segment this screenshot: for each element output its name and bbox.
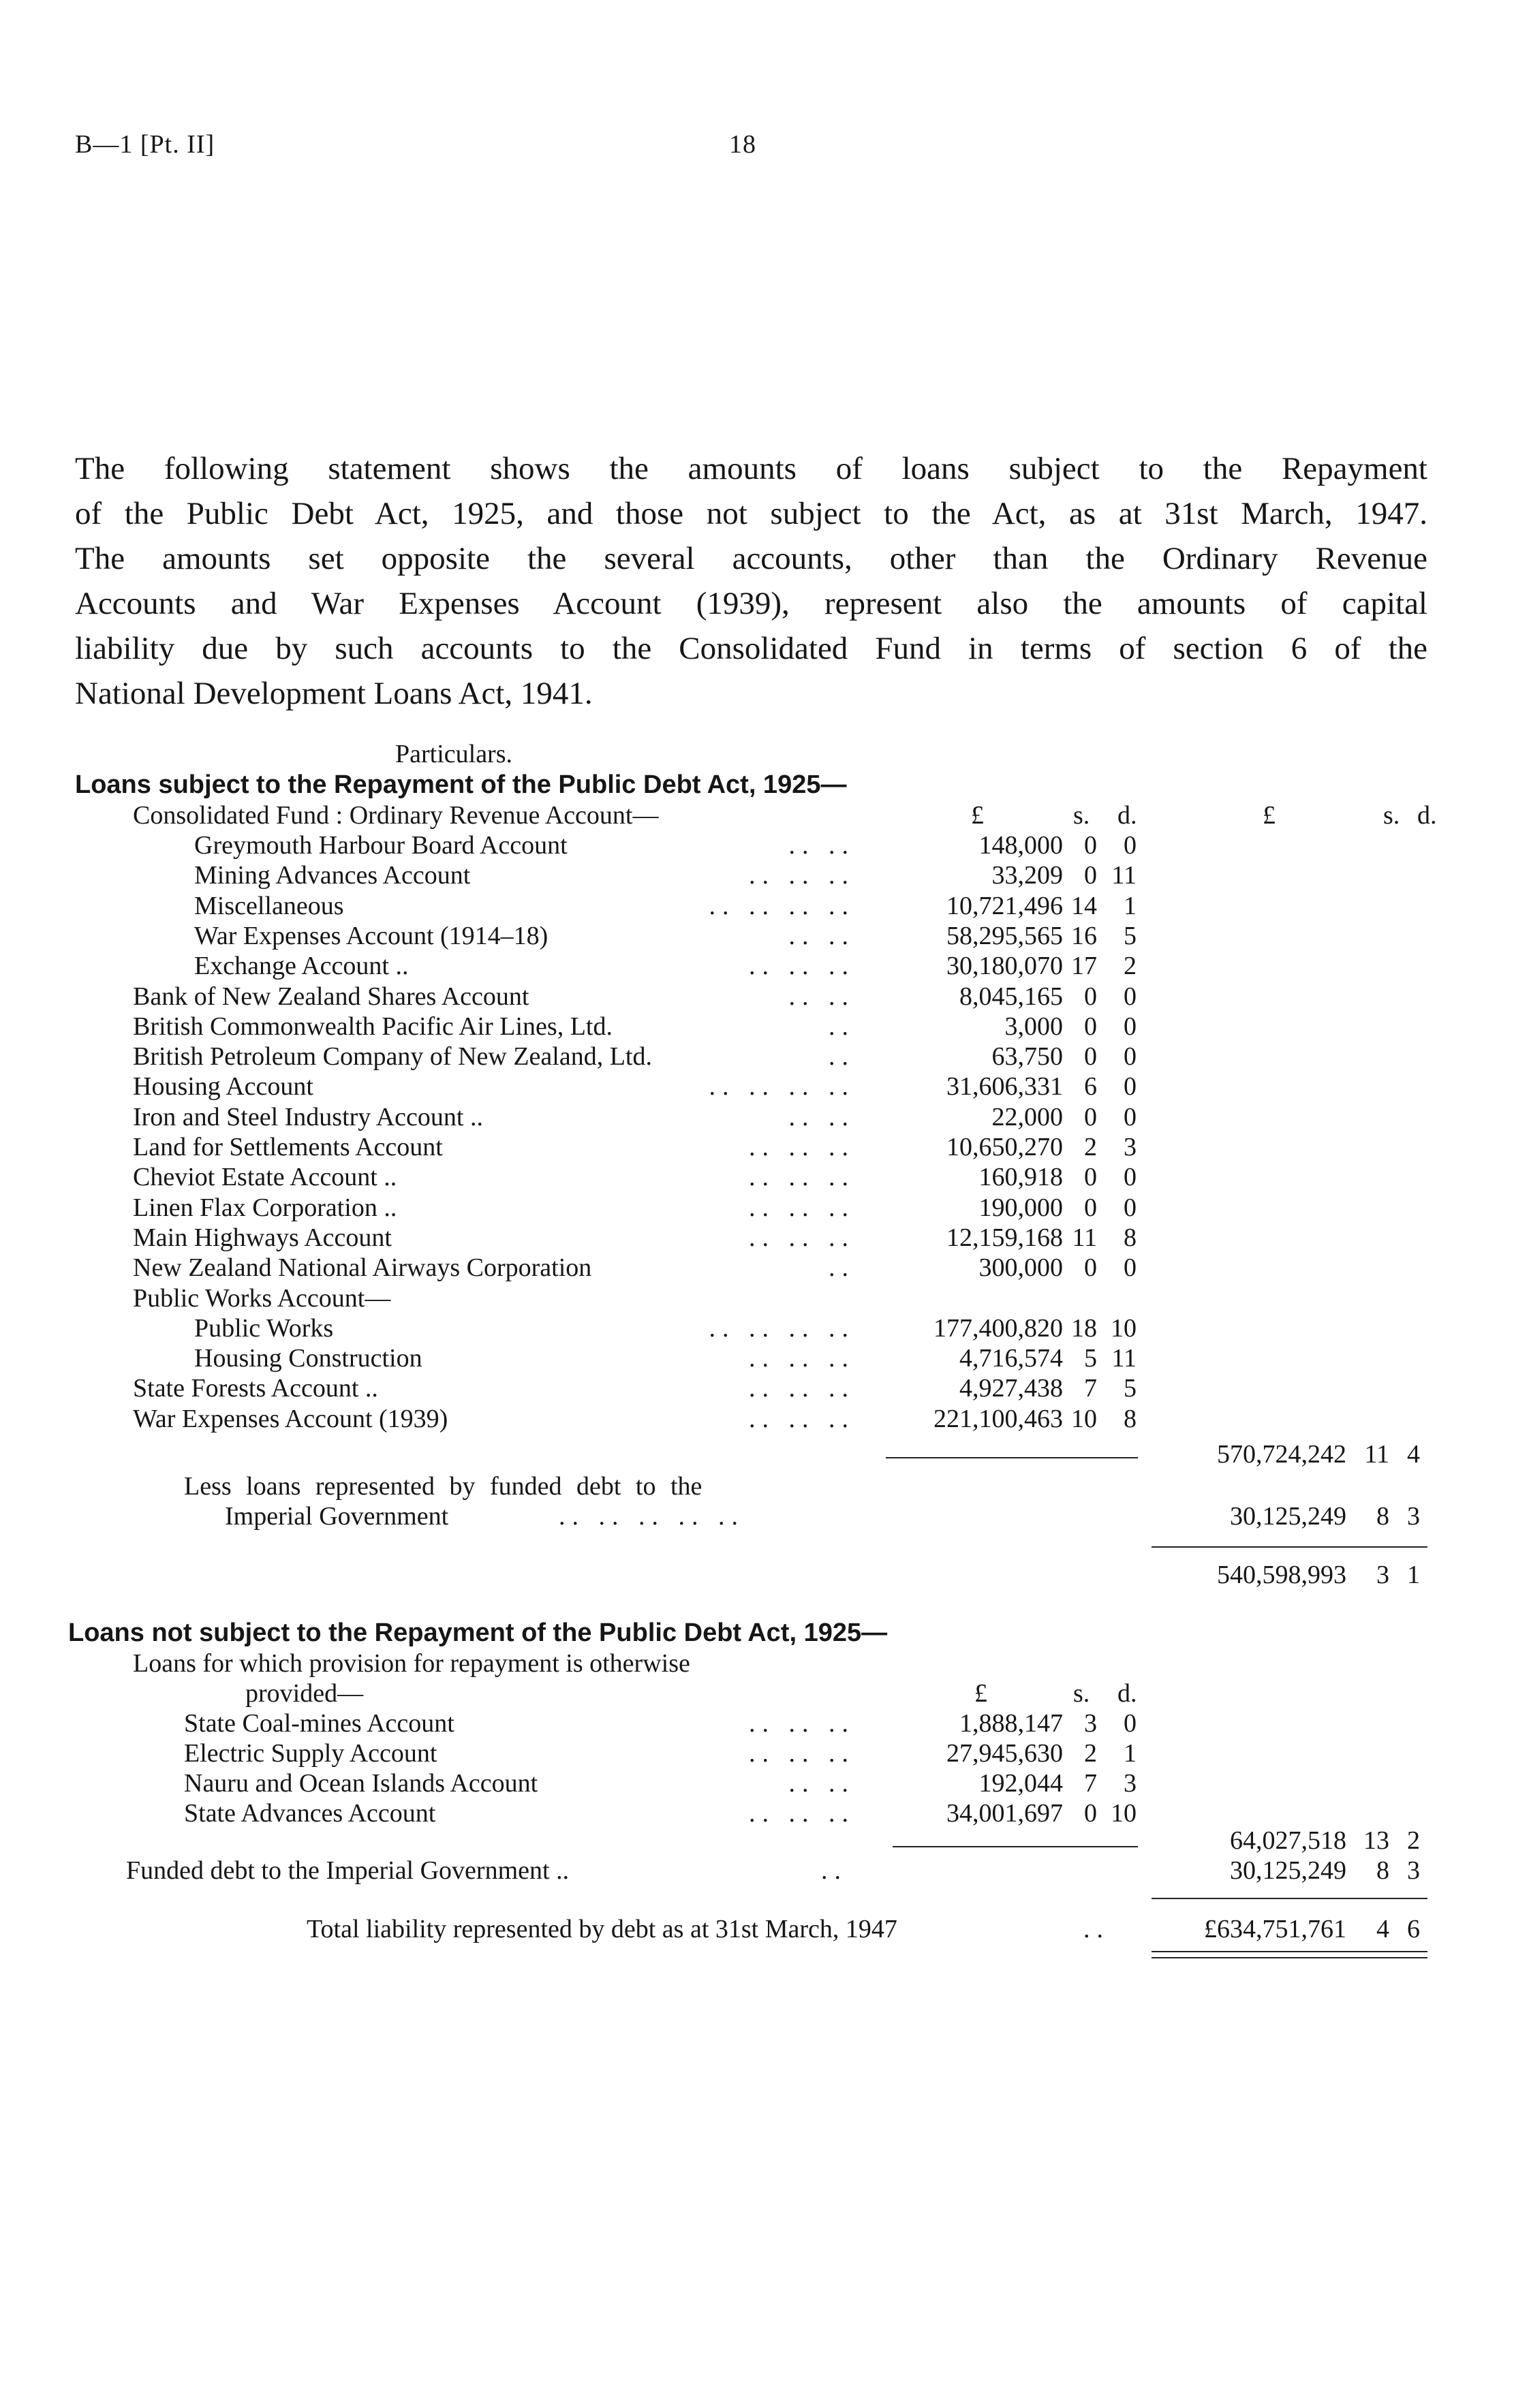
account-label: Cheviot Estate Account .. (133, 1163, 397, 1192)
net-rule (1152, 1546, 1427, 1548)
section1-column-rule (886, 1457, 1138, 1458)
account-label: Iron and Steel Industry Account .. (133, 1102, 483, 1131)
amount-shillings: 7 (1084, 1769, 1097, 1798)
amount-pence: 0 (1124, 1102, 1137, 1131)
amount-pence: 2 (1124, 952, 1137, 981)
account-label: Land for Settlements Account (133, 1133, 443, 1161)
amount-shillings: 2 (1084, 1133, 1097, 1161)
leader-dots: .. .. (788, 982, 855, 1011)
leader-dots: .. .. (788, 1769, 855, 1798)
section2-subtotal-pounds: 64,027,518 (1230, 1826, 1346, 1855)
leader-dots: .. .. .. (749, 1739, 855, 1768)
leader-dots: .. .. (788, 1102, 855, 1131)
amount-shillings: 16 (1071, 921, 1097, 950)
funded-debt-s: 8 (1376, 1856, 1389, 1885)
amount-shillings: 2 (1084, 1739, 1097, 1768)
amount-pence: 8 (1124, 1223, 1137, 1252)
account-label: Miscellaneous (194, 891, 344, 920)
amount-pence: 11 (1111, 861, 1137, 890)
leader-dots: .. .. .. (749, 1344, 855, 1373)
amount-shillings: 0 (1084, 1799, 1097, 1828)
leader-dots: .. (829, 1253, 855, 1283)
less-amount-d: 3 (1407, 1502, 1420, 1531)
intro-line: National Development Loans Act, 1941. (75, 676, 593, 711)
amount-pence: 11 (1111, 1344, 1137, 1373)
amount-shillings: 11 (1072, 1223, 1097, 1252)
leader-dots: .. .. .. (749, 1163, 855, 1192)
leader-dots: .. .. .. .. (709, 891, 855, 920)
leader-dots: .. .. .. (749, 1193, 855, 1222)
amount-pence: 0 (1124, 1012, 1137, 1041)
total-label: Total liability represented by debt as at 31st March, 1947 (307, 1915, 897, 1943)
leader-dots: .. .. .. (749, 1709, 855, 1738)
amount-pence: 0 (1124, 1163, 1137, 1192)
amount-pounds: 148,000 (978, 831, 1063, 860)
amount-pence: 5 (1124, 921, 1137, 950)
col-s-header: s. (1073, 801, 1090, 830)
amount-shillings: 0 (1084, 1012, 1097, 1041)
account-label: Housing Account (133, 1072, 313, 1101)
intro-paragraph (75, 446, 1427, 716)
section2-col-s: s. (1073, 1679, 1090, 1708)
account-label: Main Highways Account (133, 1223, 392, 1252)
consolidated-fund-label: Consolidated Fund : Ordinary Revenue Account— (133, 801, 659, 830)
amount-pounds: 58,295,565 (946, 921, 1063, 950)
col-d-header: d. (1117, 801, 1137, 830)
account-label: Public Works (194, 1313, 334, 1343)
account-label: British Commonwealth Pacific Air Lines, Ltd. (133, 1012, 613, 1041)
less-amount-pounds: 30,125,249 (1230, 1502, 1346, 1531)
section2-heading: Loans not subject to the Repayment of the Public Debt Act, 1925— (68, 1619, 888, 1647)
amount-pence: 5 (1124, 1374, 1137, 1403)
amount-shillings: 0 (1084, 1253, 1097, 1283)
account-label: War Expenses Account (1914–18) (194, 921, 549, 950)
account-label: State Advances Account (184, 1799, 436, 1828)
less-loans-label: Less loans represented by funded debt to the (184, 1472, 702, 1501)
amount-pounds: 4,927,438 (959, 1374, 1063, 1403)
total-double-rule (1152, 1951, 1427, 1958)
amount-pounds: 33,209 (991, 861, 1063, 890)
intro-line: The following statement shows the amounts of loans subject to the Repayment (75, 451, 1427, 486)
amount-pounds: 34,001,697 (946, 1799, 1063, 1828)
amount-shillings: 0 (1084, 1163, 1097, 1192)
account-label: State Coal-mines Account (184, 1709, 454, 1738)
account-label: Public Works Account— (133, 1283, 391, 1313)
amount-shillings: 17 (1071, 952, 1097, 981)
intro-line: Accounts and War Expenses Account (1939), represent also the amounts of capital (75, 586, 1427, 621)
account-label: War Expenses Account (1939) (133, 1404, 448, 1433)
amount-pounds: 8,045,165 (959, 982, 1063, 1011)
amount-pounds: 27,945,630 (946, 1739, 1063, 1768)
amount-shillings: 0 (1084, 831, 1097, 860)
total-pounds: £634,751,761 (1204, 1915, 1346, 1943)
amount-pence: 0 (1124, 1042, 1137, 1072)
amount-shillings: 3 (1084, 1709, 1097, 1738)
amount-shillings: 0 (1084, 1102, 1097, 1131)
amount-pence: 0 (1124, 1072, 1137, 1101)
imperial-government-label: Imperial Government (225, 1502, 449, 1531)
section1-subtotal-s: 11 (1364, 1440, 1389, 1469)
section2-subtotal-s: 13 (1363, 1826, 1389, 1855)
account-label: Electric Supply Account (184, 1739, 437, 1768)
amount-pence: 10 (1111, 1313, 1137, 1343)
amount-pounds: 63,750 (991, 1042, 1063, 1072)
amount-shillings: 14 (1071, 891, 1097, 920)
net-amount-s: 3 (1376, 1561, 1389, 1589)
account-label: Exchange Account .. (194, 952, 409, 981)
section2-col-pound: £ (974, 1679, 987, 1708)
col-pound-header: £ (971, 801, 984, 830)
col-d-header-2: d. (1417, 801, 1437, 830)
total-d: 6 (1407, 1915, 1420, 1943)
account-label: Linen Flax Corporation .. (133, 1193, 397, 1222)
amount-pence: 10 (1111, 1799, 1137, 1828)
account-label: Bank of New Zealand Shares Account (133, 982, 529, 1011)
page-number: 18 (729, 130, 756, 159)
amount-shillings: 7 (1084, 1374, 1097, 1403)
leader-dots: .. .. .. .. .. (559, 1502, 745, 1531)
amount-shillings: 0 (1084, 1193, 1097, 1222)
account-label: New Zealand National Airways Corporation (133, 1253, 592, 1283)
leader-dots: .. .. .. (749, 1133, 855, 1161)
amount-pounds: 4,716,574 (959, 1344, 1063, 1373)
intro-line: liability due by such accounts to the Consolidated Fund in terms of section 6 of the (75, 631, 1427, 666)
amount-pence: 0 (1124, 1253, 1137, 1283)
amount-pence: 8 (1124, 1404, 1137, 1433)
amount-pounds: 31,606,331 (946, 1072, 1063, 1101)
amount-shillings: 5 (1084, 1344, 1097, 1373)
amount-pounds: 160,918 (978, 1163, 1063, 1192)
section1-subtotal-pounds: 570,724,242 (1217, 1440, 1346, 1469)
particulars-label: Particulars. (395, 740, 513, 768)
leader-dots: .. .. .. (749, 1223, 855, 1252)
section2-subtotal-d: 2 (1407, 1826, 1420, 1855)
leader-dots: .. .. (788, 831, 855, 860)
funded-debt-pounds: 30,125,249 (1230, 1856, 1346, 1885)
document-code: B—1 [Pt. II] (75, 130, 215, 159)
amount-pounds: 10,721,496 (946, 891, 1063, 920)
leader-dots: .. (829, 1042, 855, 1072)
net-amount-d: 1 (1407, 1561, 1420, 1589)
leader-dots: .. .. .. (749, 1374, 855, 1403)
amount-pence: 3 (1124, 1769, 1137, 1798)
account-label: Greymouth Harbour Board Account (194, 831, 568, 860)
funded-debt-d: 3 (1407, 1856, 1420, 1885)
intro-line: of the Public Debt Act, 1925, and those not subject to the Act, as at 31st March, 1947. (75, 496, 1427, 531)
leader-dots: .. .. .. (749, 1404, 855, 1433)
section2-column-rule (893, 1846, 1138, 1847)
amount-pence: 0 (1124, 1709, 1137, 1738)
amount-pounds: 192,044 (978, 1769, 1063, 1798)
amount-pounds: 221,100,463 (933, 1404, 1063, 1433)
col-pound-header-2: £ (1263, 801, 1276, 830)
account-label: British Petroleum Company of New Zealand, Ltd. (133, 1042, 652, 1072)
intro-line: The amounts set opposite the several accounts, other than the Ordinary Revenue (75, 541, 1427, 576)
amount-pounds: 30,180,070 (946, 952, 1063, 981)
less-amount-s: 8 (1376, 1502, 1389, 1531)
amount-pence: 0 (1124, 1193, 1137, 1222)
leader-dots: .. .. .. (749, 1799, 855, 1828)
section2-sub-line1: Loans for which provision for repayment is otherwise (133, 1649, 690, 1678)
amount-shillings: 18 (1071, 1313, 1097, 1343)
leader-dots: .. (829, 1012, 855, 1041)
leader-dots: .. .. .. (749, 952, 855, 981)
amount-pounds: 12,159,168 (946, 1223, 1063, 1252)
amount-shillings: 0 (1084, 1042, 1097, 1072)
leader-dots: .. .. .. .. (709, 1072, 855, 1101)
amount-pounds: 1,888,147 (959, 1709, 1063, 1738)
section2-col-d: d. (1117, 1679, 1137, 1708)
amount-pence: 1 (1124, 1739, 1137, 1768)
account-label: Nauru and Ocean Islands Account (184, 1769, 538, 1798)
net-amount-pounds: 540,598,993 (1217, 1561, 1346, 1589)
amount-pounds: 22,000 (991, 1102, 1063, 1131)
total-s: 4 (1376, 1915, 1389, 1943)
section2-sub-line2: provided— (245, 1679, 364, 1708)
section1-subtotal-d: 4 (1407, 1440, 1420, 1469)
amount-shillings: 10 (1071, 1404, 1097, 1433)
amount-pounds: 10,650,270 (946, 1133, 1063, 1161)
amount-pence: 3 (1124, 1133, 1137, 1161)
amount-pounds: 177,400,820 (933, 1313, 1063, 1343)
account-label: Housing Construction (194, 1344, 422, 1373)
leader-dots: .. (821, 1856, 848, 1885)
total-rule (1152, 1898, 1427, 1899)
account-label: State Forests Account .. (133, 1374, 378, 1403)
amount-pounds: 300,000 (978, 1253, 1063, 1283)
amount-pence: 0 (1124, 831, 1137, 860)
amount-shillings: 0 (1084, 861, 1097, 890)
leader-dots: .. .. .. (749, 861, 855, 890)
leader-dots: .. (1083, 1915, 1110, 1943)
leader-dots: .. .. .. .. (709, 1313, 855, 1343)
amount-pence: 1 (1124, 891, 1137, 920)
amount-shillings: 0 (1084, 982, 1097, 1011)
amount-pounds: 3,000 (1004, 1012, 1063, 1041)
amount-pounds: 190,000 (978, 1193, 1063, 1222)
section1-heading: Loans subject to the Repayment of the Public Debt Act, 1925— (75, 770, 847, 799)
amount-pence: 0 (1124, 982, 1137, 1011)
amount-shillings: 6 (1084, 1072, 1097, 1101)
funded-debt-label: Funded debt to the Imperial Government .. (126, 1856, 570, 1885)
leader-dots: .. .. (788, 921, 855, 950)
col-s-header-2: s. (1383, 801, 1400, 830)
account-label: Mining Advances Account (194, 861, 471, 890)
